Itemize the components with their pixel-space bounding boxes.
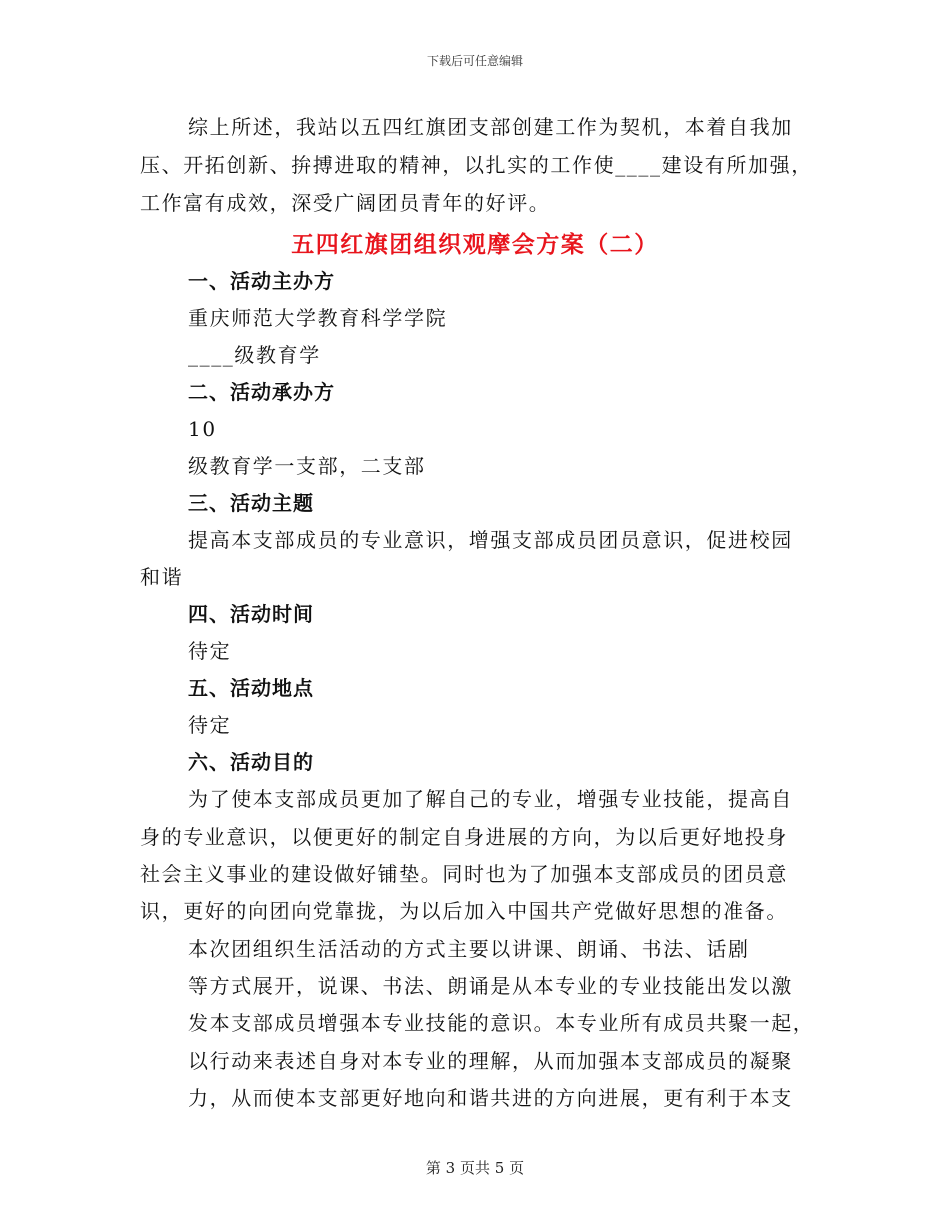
- intro-line-3: 工作富有成效，深受广阔团员青年的好评。: [140, 191, 551, 215]
- section-6-line-8: 以行动来表述自身对本专业的理解，从而加强本支部成员的凝聚: [188, 1049, 793, 1073]
- section-6-line-7: 发本支部成员增强本专业技能的意识。本专业所有成员共聚一起，: [188, 1011, 815, 1035]
- section-3-line-1: 提高本支部成员的专业意识，增强支部成员团员意识，促进校园: [188, 528, 793, 552]
- section-heading-1: 一、活动主办方: [188, 269, 335, 293]
- section-3-line-2: 和谐: [140, 565, 184, 589]
- section-heading-4: 四、活动时间: [188, 602, 314, 626]
- section-6-line-4: 识，更好的向团向党靠拢，为以后加入中国共产党做好思想的准备。: [140, 899, 788, 923]
- section-2-line-2: 级教育学一支部，二支部: [188, 454, 426, 478]
- section-6-line-6: 等方式展开，说课、书法、朗诵是从本专业的专业技能出发以激: [188, 974, 793, 998]
- section-6-line-5: 本次团组织生活活动的方式主要以讲课、朗诵、书法、话剧: [188, 937, 750, 961]
- document-title: 五四红旗团组织观摩会方案（二）: [291, 232, 659, 258]
- section-1-line-2: ____级教育学: [188, 343, 321, 367]
- section-6-line-3: 社会主义事业的建设做好铺垫。同时也为了加强本支部成员的团员意: [140, 862, 788, 886]
- section-2-line-1: 10: [188, 417, 217, 441]
- section-heading-2: 二、活动承办方: [188, 380, 335, 404]
- section-6-line-9: 力，从而使本支部更好地向和谐共进的方向进展，更有利于本支: [188, 1086, 793, 1110]
- section-heading-5: 五、活动地点: [188, 676, 314, 700]
- page-footer: 第 3 页共 5 页: [425, 1159, 525, 1177]
- section-1-line-1: 重庆师范大学教育科学学院: [188, 306, 448, 330]
- section-6-line-1: 为了使本支部成员更加了解自己的专业，增强专业技能，提高自: [188, 787, 793, 811]
- section-heading-3: 三、活动主题: [188, 491, 314, 515]
- section-6-line-2: 身的专业意识，以便更好的制定自身进展的方向，为以后更好地投身: [140, 825, 788, 849]
- intro-line-2: 压、开拓创新、拚搏进取的精神，以扎实的工作使____建设有所加强，: [140, 153, 813, 177]
- intro-line-1: 综上所述，我站以五四红旗团支部创建工作为契机，本着自我加: [188, 115, 793, 139]
- section-heading-6: 六、活动目的: [188, 750, 314, 774]
- page-header: 下载后可任意编辑: [426, 54, 523, 68]
- section-4-line-1: 待定: [188, 639, 232, 663]
- section-5-line-1: 待定: [188, 713, 232, 737]
